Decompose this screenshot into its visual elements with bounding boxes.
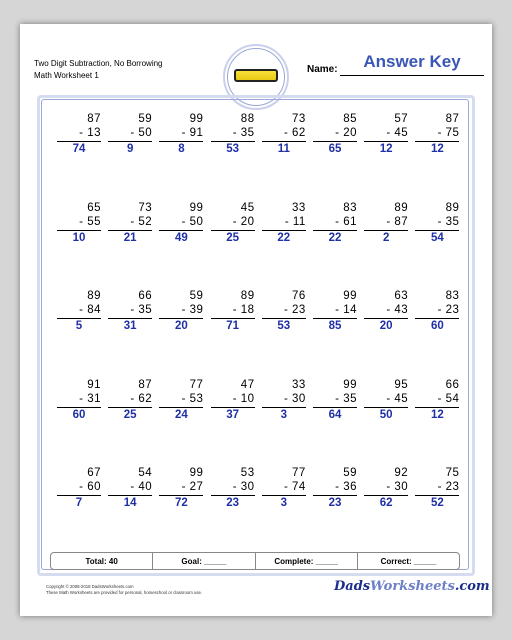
- answer: 20: [379, 320, 393, 332]
- goal-cell: Goal: _____: [153, 553, 255, 569]
- logo-suffix: .com: [454, 579, 490, 594]
- subtraction-problem: [211, 112, 255, 156]
- subtrahend: - 91: [181, 127, 204, 139]
- subtraction-problem: [211, 378, 255, 422]
- subtrahend: - 74: [283, 481, 306, 493]
- answer: 53: [226, 143, 239, 155]
- total-cell: Total: 40: [51, 553, 153, 569]
- complete-cell: Complete: _____: [256, 553, 358, 569]
- answer: 7: [75, 497, 83, 509]
- answer: 62: [379, 497, 393, 509]
- answer: 74: [72, 143, 86, 155]
- subtraction-problem: [108, 201, 152, 245]
- subtrahend: - 60: [79, 481, 101, 493]
- subtrahend: - 11: [284, 215, 306, 228]
- answer: 72: [174, 497, 188, 509]
- answer: 22: [277, 231, 291, 244]
- worksheet-title: [34, 58, 163, 82]
- minuend: 89: [394, 201, 409, 214]
- answer: 12: [430, 143, 444, 155]
- answer: 37: [226, 408, 239, 421]
- dadsworksheets-logo: [334, 579, 490, 594]
- name-underline: [340, 75, 484, 76]
- subtrahend: - 23: [437, 481, 460, 493]
- minuend: 33: [292, 378, 306, 391]
- subtraction-problem: [262, 466, 306, 510]
- subtrahend: - 87: [386, 215, 409, 228]
- minuend: 99: [343, 378, 357, 391]
- subtrahend: - 20: [232, 215, 255, 228]
- subtrahend: - 23: [283, 304, 306, 316]
- answer: 53: [277, 320, 291, 332]
- answer: 2: [382, 231, 390, 244]
- subtrahend: - 55: [79, 215, 101, 228]
- answer: 65: [328, 143, 342, 155]
- subtrahend: - 36: [335, 481, 357, 493]
- subtrahend: - 30: [232, 481, 255, 493]
- subtraction-problem: [262, 289, 306, 333]
- subtraction-problem: [364, 201, 408, 245]
- subtraction-problem: [159, 466, 203, 510]
- name-label: Name:: [307, 64, 338, 75]
- minuend: 65: [87, 201, 101, 214]
- answer: 54: [430, 231, 444, 244]
- minuend: 77: [292, 467, 306, 479]
- subtraction-problem: [57, 201, 101, 245]
- answer: 25: [226, 231, 239, 244]
- subtraction-problem: [211, 466, 255, 510]
- answer: 23: [226, 497, 239, 509]
- subtrahend: - 30: [283, 392, 306, 405]
- subtraction-problem: [364, 378, 408, 422]
- subtraction-problem: [313, 112, 357, 156]
- minuend: 59: [343, 467, 357, 479]
- subtraction-problem: [108, 378, 152, 422]
- minuend: 87: [138, 378, 153, 391]
- answer: 11: [277, 143, 290, 155]
- minuend: 66: [138, 290, 153, 302]
- subtraction-problem: [57, 466, 101, 510]
- minuend: 83: [343, 201, 357, 214]
- answer: 64: [328, 408, 342, 421]
- answer: 24: [174, 408, 188, 421]
- subtrahend: - 35: [130, 304, 153, 316]
- minuend: 99: [189, 467, 204, 479]
- correct-cell: Correct: _____: [380, 556, 437, 566]
- subtrahend: - 39: [181, 304, 204, 316]
- minuend: 85: [343, 113, 357, 125]
- subtraction-problem: [159, 112, 203, 156]
- subtraction-problem: [262, 201, 306, 245]
- minuend: 66: [445, 378, 460, 391]
- subtrahend: - 75: [437, 127, 460, 139]
- subtrahend: - 35: [232, 127, 255, 139]
- subtrahend: - 84: [79, 304, 101, 316]
- subtraction-problem: [415, 201, 459, 245]
- minuend: 73: [138, 201, 153, 214]
- minuend: 99: [189, 113, 204, 125]
- answer: 31: [123, 320, 137, 332]
- subtraction-problem: [108, 289, 152, 333]
- copyright-line-1: Copyright © 2008-2018 DadsWorksheets.com: [46, 584, 134, 589]
- answer: 25: [123, 408, 137, 421]
- answer: 3: [280, 408, 287, 421]
- subtrahend: - 30: [386, 481, 409, 493]
- subtrahend: - 35: [335, 392, 357, 405]
- subtrahend: - 23: [437, 304, 460, 316]
- answer: 8: [178, 143, 185, 155]
- worksheet-page: [20, 24, 492, 616]
- subtrahend: - 62: [130, 392, 153, 405]
- minuend: 76: [292, 290, 306, 302]
- minuend: 75: [445, 467, 460, 479]
- yellow-bar-icon: [234, 69, 278, 82]
- answer: 12: [430, 408, 444, 421]
- subtraction-problem: [364, 466, 408, 510]
- subtraction-problem: [415, 112, 459, 156]
- subtrahend: - 53: [181, 392, 204, 405]
- minuend: 95: [394, 378, 409, 391]
- subtrahend: - 27: [181, 481, 204, 493]
- subtraction-problem: [313, 289, 357, 333]
- answer: 60: [430, 320, 444, 332]
- minuend: 99: [189, 201, 204, 214]
- subtrahend: - 50: [130, 127, 153, 139]
- subtrahend: - 18: [232, 304, 255, 316]
- subtrahend: - 35: [437, 215, 460, 228]
- subtraction-problem: [313, 378, 357, 422]
- subtrahend: - 13: [79, 127, 101, 139]
- subtrahend: - 62: [283, 127, 306, 139]
- subtrahend: - 43: [386, 304, 409, 316]
- subtraction-problem: [415, 289, 459, 333]
- copyright-notice: [46, 584, 202, 596]
- title-line-1: Two Digit Subtraction, No Borrowing: [34, 59, 163, 68]
- subtrahend: - 45: [386, 127, 409, 139]
- subtrahend: - 40: [130, 481, 153, 493]
- subtrahend: - 50: [181, 215, 204, 228]
- answer: 12: [379, 143, 393, 155]
- subtraction-problem: [159, 289, 203, 333]
- subtraction-problem: [364, 289, 408, 333]
- minuend: 57: [394, 113, 409, 125]
- subtrahend: - 61: [335, 215, 357, 228]
- subtraction-problem: [415, 466, 459, 510]
- answer: 22: [328, 231, 342, 244]
- answer: 52: [430, 497, 444, 509]
- logo-sub: Worksheets: [370, 579, 455, 594]
- minuend: 89: [87, 290, 101, 302]
- minuend: 77: [189, 378, 204, 391]
- subtrahend: - 52: [130, 215, 153, 228]
- minuend: 83: [445, 290, 460, 302]
- minuend: 59: [138, 113, 153, 125]
- answer: 5: [75, 320, 83, 332]
- answer: 49: [174, 231, 188, 244]
- minuend: 91: [87, 378, 101, 391]
- copyright-line-2: These Math Worksheets are provided for personal, homeschool or classroom use.: [46, 590, 203, 595]
- logo-main: Dads: [334, 579, 371, 594]
- minuend: 87: [445, 113, 460, 125]
- answer: 3: [280, 497, 287, 509]
- minuend: 89: [240, 290, 255, 302]
- minuend: 59: [189, 290, 204, 302]
- subtraction-problem: [211, 201, 255, 245]
- minuend: 63: [394, 290, 409, 302]
- subtrahend: - 10: [232, 392, 255, 405]
- score-bar: [50, 552, 460, 570]
- subtraction-problem: [313, 466, 357, 510]
- subtrahend: - 45: [386, 392, 409, 405]
- minuend: 53: [240, 467, 255, 479]
- subtraction-problem: [159, 378, 203, 422]
- subtraction-problem: [108, 466, 152, 510]
- minuend: 89: [445, 201, 460, 214]
- subtraction-problem: [313, 201, 357, 245]
- subtrahend: - 20: [335, 127, 357, 139]
- minuend: 87: [87, 113, 101, 125]
- answer: 14: [123, 497, 137, 509]
- subtraction-problem: [159, 201, 203, 245]
- answer: 71: [226, 320, 239, 332]
- answer: 60: [72, 408, 86, 421]
- answer: 9: [126, 143, 134, 155]
- answer: 21: [123, 231, 137, 244]
- answer: 10: [72, 231, 86, 244]
- answer-key-label: Answer Key: [363, 52, 461, 71]
- minuend: 73: [292, 113, 306, 125]
- subtraction-problem: [364, 112, 408, 156]
- minuend: 47: [240, 378, 255, 391]
- answer: 20: [174, 320, 188, 332]
- minuend: 33: [292, 201, 306, 214]
- minuend: 99: [343, 290, 357, 302]
- subtrahend: - 31: [79, 392, 101, 405]
- subtraction-problem: [262, 112, 306, 156]
- answer: 23: [328, 497, 342, 509]
- subtrahend: - 54: [437, 392, 460, 405]
- subtraction-problem: [108, 112, 152, 156]
- subtraction-problem: [57, 378, 101, 422]
- answer: 85: [328, 320, 342, 332]
- subtraction-problem: [262, 378, 306, 422]
- minuend: 88: [240, 113, 255, 125]
- subtraction-problem: [415, 378, 459, 422]
- minuend: 67: [87, 467, 101, 479]
- minuend: 54: [138, 467, 153, 479]
- subtraction-problem: [211, 289, 255, 333]
- minuend: 92: [394, 467, 409, 479]
- subtraction-problem: [57, 289, 101, 333]
- title-line-2: Math Worksheet 1: [34, 71, 99, 80]
- subtraction-problem: [57, 112, 101, 156]
- subtrahend: - 14: [335, 304, 357, 316]
- answer: 50: [379, 408, 393, 421]
- minuend: 45: [240, 201, 255, 214]
